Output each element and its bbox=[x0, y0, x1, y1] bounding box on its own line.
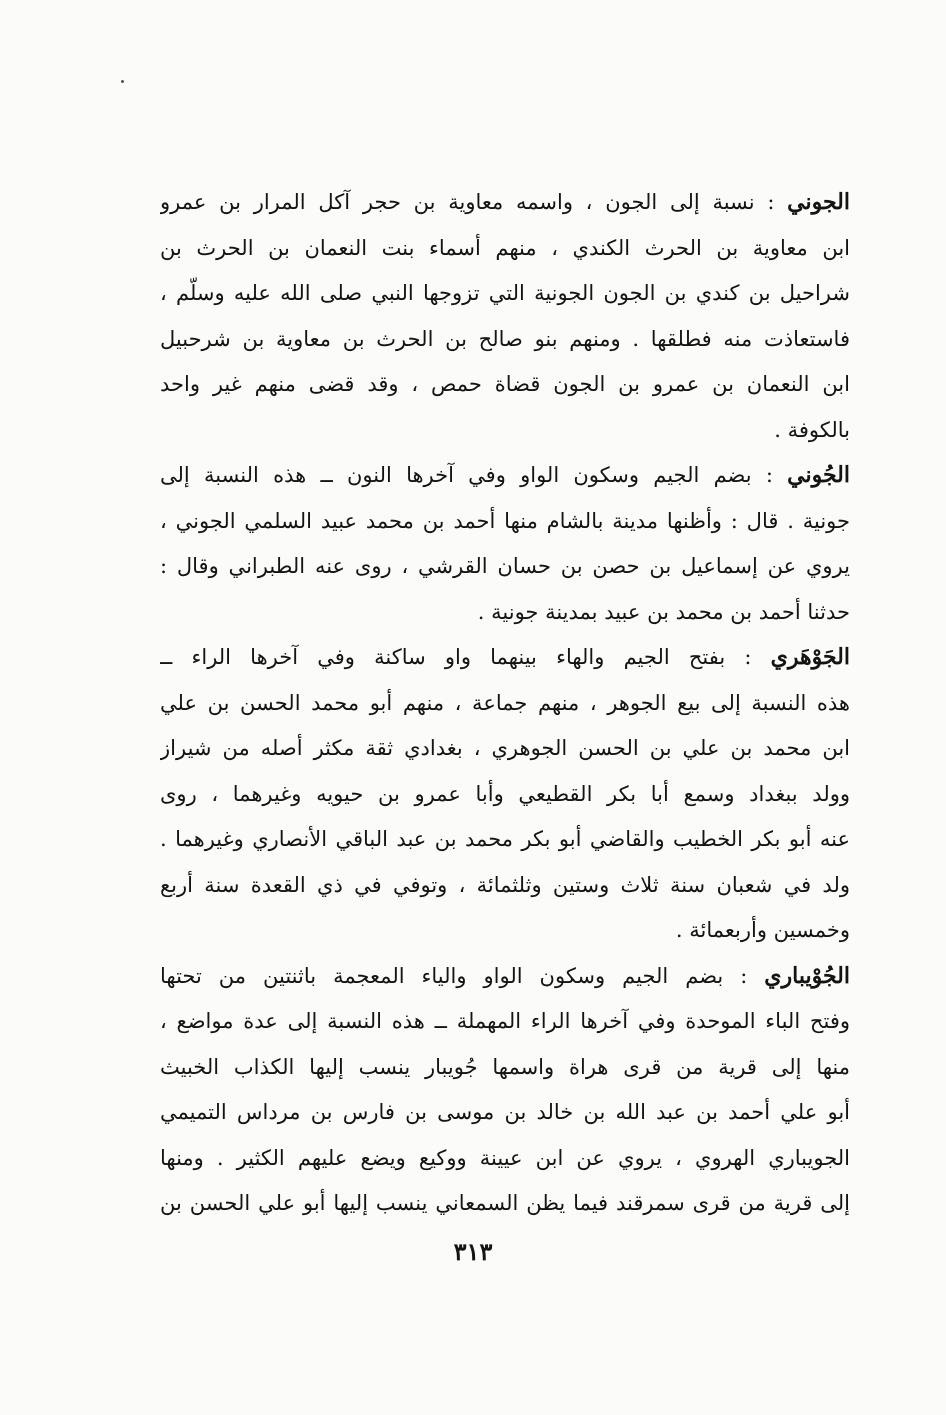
line-text: : بضم الجيم وسكون الواو والياء المعجمة باثنتين من تحتها bbox=[160, 963, 765, 988]
line-text: : بضم الجيم وسكون الواو وفي آخرها النون ــ هذه النسبة إلى bbox=[160, 463, 788, 487]
text-line bbox=[160, 271, 850, 317]
line-text: إلى قرية من قرى سمرقند فيما يظن السمعاني ينسب إليها أبو علي الحسن بن bbox=[160, 1191, 850, 1215]
line-text: الجويباري الهروي ، يروي عن ابن عيينة ووكيع ويضع عليهم الكثير . ومنها bbox=[160, 1145, 850, 1170]
line-text: ابن محمد بن علي بن الحسن الجوهري ، بغدادي ثقة مكثر أصله من شيراز bbox=[160, 736, 850, 760]
text-line bbox=[160, 908, 850, 954]
text-line bbox=[160, 1181, 850, 1227]
line-text: وفتح الباء الموحدة وفي آخرها الراء المهملة ــ هذه النسبة إلى عدة مواضع ، bbox=[160, 1009, 850, 1033]
line-text: حدثنا أحمد بن محمد بن عبيد بمدينة جونية . bbox=[477, 599, 850, 624]
line-text: فاستعاذت منه فطلقها . ومنهم بنو صالح بن الحرث بن معاوية بن شرحبيل bbox=[160, 326, 850, 351]
text-line bbox=[160, 726, 850, 772]
line-text: منها إلى قرية من قرى هراة واسمها جُويبار ينسب إليها الكذاب الخبيث bbox=[160, 1054, 850, 1079]
line-text: ابن معاوية بن الحرث الكندي ، منهم أسماء بنت النعمان بن الحرث بن bbox=[160, 235, 850, 260]
text-line bbox=[160, 226, 850, 272]
entry-headword: الجَوْهَري bbox=[770, 644, 850, 670]
entry-headword: الجُوني bbox=[787, 462, 850, 488]
text-line bbox=[160, 362, 850, 408]
line-text: : نسبة إلى الجون ، واسمه معاوية بن حجر آكل المرار بن عمرو bbox=[160, 190, 788, 214]
line-text: يروي عن إسماعيل بن حصن بن حسان القرشي ، روى عنه الطبراني وقال : bbox=[160, 554, 850, 578]
text-line bbox=[160, 863, 850, 909]
ink-speck bbox=[121, 80, 124, 83]
text-line bbox=[160, 1090, 850, 1136]
text-line bbox=[160, 681, 850, 727]
text-line bbox=[160, 499, 850, 545]
entry-headword: الجوني bbox=[787, 189, 850, 215]
entry-first-line bbox=[160, 453, 850, 499]
text-line bbox=[160, 1136, 850, 1182]
line-text: بالكوفة . bbox=[774, 417, 850, 442]
text-line bbox=[160, 408, 850, 454]
line-text: : بفتح الجيم والهاء بينهما واو ساكنة وفي آخرها الراء ــ bbox=[160, 645, 771, 669]
entry-first-line bbox=[160, 635, 850, 681]
line-text: ولد في شعبان سنة ثلاث وستين وثلثمائة ، وتوفي في ذي القعدة سنة أربع bbox=[160, 872, 850, 897]
line-text: شراحيل بن كندي بن الجون الجونية التي تزوجها النبي صلى الله عليه وسلّم ، bbox=[160, 281, 850, 305]
text-line bbox=[160, 772, 850, 818]
text-line bbox=[160, 544, 850, 590]
text-line bbox=[160, 999, 850, 1045]
entry-first-line bbox=[160, 954, 850, 1000]
entry-first-line bbox=[160, 180, 850, 226]
text-line bbox=[160, 317, 850, 363]
page-number: ٣١٣ bbox=[453, 1237, 493, 1266]
entry-headword: الجُوْيباري bbox=[764, 962, 850, 989]
text-line bbox=[160, 817, 850, 863]
line-text: هذه النسبة إلى بيع الجوهر ، منهم جماعة ، منهم أبو محمد الحسن بن علي bbox=[160, 690, 850, 715]
line-text: أبو علي أحمد بن عبد الله بن خالد بن موسى بن فارس بن مرداس التميمي bbox=[160, 1100, 850, 1124]
line-text: عنه أبو بكر الخطيب والقاضي أبو بكر محمد بن عبد الباقي الأنصاري وغيرهما . bbox=[160, 827, 850, 851]
main-text-block bbox=[160, 180, 850, 1227]
line-text: ابن النعمان بن عمرو بن الجون قضاة حمص ، وقد قضى منهم غير واحد bbox=[160, 372, 850, 396]
line-text: وولد ببغداد وسمع أبا بكر القطيعي وأبا عمرو بن حيويه وغيرهما ، روى bbox=[160, 781, 850, 806]
text-line bbox=[160, 590, 850, 636]
text-line bbox=[160, 1045, 850, 1091]
line-text: جونية . قال : وأظنها مدينة بالشام منها أحمد بن محمد عبيد السلمي الجوني ، bbox=[160, 508, 850, 533]
line-text: وخمسين وأربعمائة . bbox=[675, 918, 850, 942]
